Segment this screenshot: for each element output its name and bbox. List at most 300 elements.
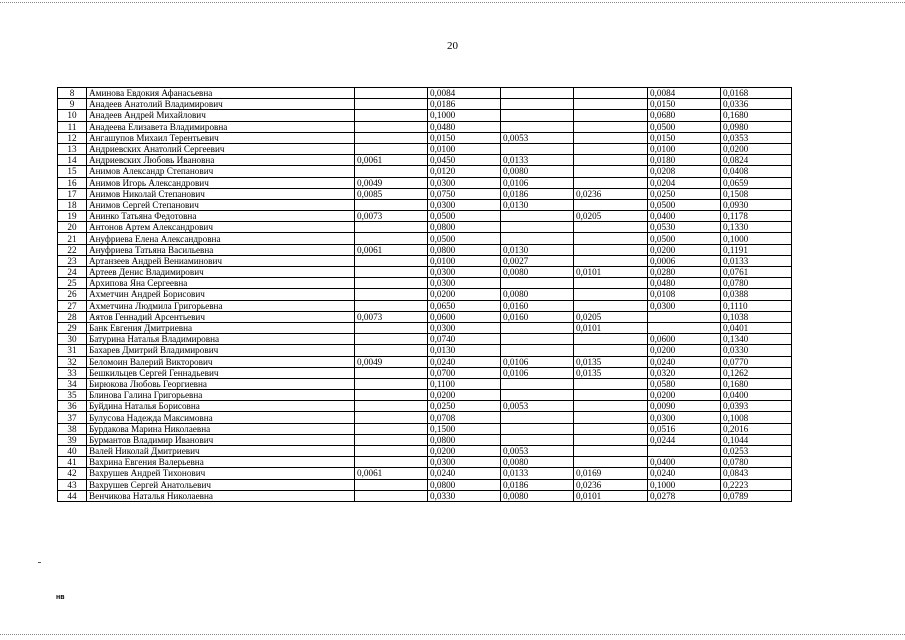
value-cell-2: 0,0200	[428, 446, 501, 457]
row-number-cell: 32	[58, 356, 87, 367]
value-cell-5: 0,0320	[648, 367, 721, 378]
value-cell-3: 0,0080	[501, 457, 574, 468]
value-cell-2: 0,0800	[428, 434, 501, 445]
total-cell: 0,0408	[721, 166, 792, 177]
name-cell: Антонов Артем Александрович	[87, 222, 355, 233]
value-cell-3	[501, 334, 574, 345]
value-cell-1: 0,0061	[355, 155, 428, 166]
total-cell: 0,1262	[721, 367, 792, 378]
value-cell-2: 0,0300	[428, 457, 501, 468]
value-cell-5: 0,0400	[648, 457, 721, 468]
value-cell-2: 0,0100	[428, 255, 501, 266]
name-cell: Ануфриева Елена Александровна	[87, 233, 355, 244]
value-cell-2: 0,0200	[428, 390, 501, 401]
value-cell-4	[574, 222, 648, 233]
value-cell-3	[501, 121, 574, 132]
name-cell: Артеев Денис Владимирович	[87, 267, 355, 278]
name-cell: Ануфриева Татьяна Васильевна	[87, 244, 355, 255]
value-cell-2: 0,0450	[428, 155, 501, 166]
table-row	[58, 278, 792, 289]
table-row	[58, 401, 792, 412]
value-cell-2: 0,0650	[428, 300, 501, 311]
total-cell: 0,1680	[721, 378, 792, 389]
value-cell-5: 0,0250	[648, 188, 721, 199]
row-number-cell: 37	[58, 412, 87, 423]
table-row	[58, 378, 792, 389]
value-cell-2: 0,0100	[428, 143, 501, 154]
row-number-cell: 23	[58, 255, 87, 266]
value-cell-1	[355, 132, 428, 143]
row-number-cell: 18	[58, 199, 87, 210]
value-cell-5: 0,0500	[648, 233, 721, 244]
value-cell-2: 0,0700	[428, 367, 501, 378]
row-number-cell: 30	[58, 334, 87, 345]
value-cell-3: 0,0160	[501, 311, 574, 322]
value-cell-4	[574, 457, 648, 468]
value-cell-4: 0,0101	[574, 490, 648, 501]
value-cell-1	[355, 490, 428, 501]
value-cell-2: 0,0740	[428, 334, 501, 345]
name-cell: Аятов Геннадий Арсентьевич	[87, 311, 355, 322]
value-cell-2: 0,0150	[428, 132, 501, 143]
name-cell: Анимов Николай Степанович	[87, 188, 355, 199]
total-cell: 0,0930	[721, 199, 792, 210]
table-row	[58, 367, 792, 378]
name-cell: Анадеев Андрей Михайлович	[87, 110, 355, 121]
value-cell-5: 0,0240	[648, 468, 721, 479]
table-row	[58, 334, 792, 345]
value-cell-5: 0,0180	[648, 155, 721, 166]
table-row	[58, 188, 792, 199]
row-number-cell: 22	[58, 244, 87, 255]
name-cell: Ахметчина Людмила Григорьевна	[87, 300, 355, 311]
value-cell-3	[501, 390, 574, 401]
value-cell-2: 0,0800	[428, 222, 501, 233]
value-cell-5: 0,0200	[648, 345, 721, 356]
value-cell-3	[501, 143, 574, 154]
value-cell-5: 0,0208	[648, 166, 721, 177]
value-cell-4	[574, 334, 648, 345]
value-cell-5: 0,0300	[648, 412, 721, 423]
value-cell-3: 0,0080	[501, 289, 574, 300]
value-cell-1	[355, 390, 428, 401]
value-cell-3	[501, 99, 574, 110]
total-cell: 0,0780	[721, 278, 792, 289]
name-cell: Буйдина Наталья Борисовна	[87, 401, 355, 412]
value-cell-3: 0,0106	[501, 367, 574, 378]
value-cell-1	[355, 345, 428, 356]
value-cell-1	[355, 367, 428, 378]
name-cell: Андриевских Любовь Ивановна	[87, 155, 355, 166]
total-cell: 0,0401	[721, 322, 792, 333]
table-row	[58, 143, 792, 154]
value-cell-1	[355, 121, 428, 132]
value-cell-3: 0,0053	[501, 446, 574, 457]
value-cell-1	[355, 412, 428, 423]
value-cell-4: 0,0101	[574, 322, 648, 333]
value-cell-2: 0,0120	[428, 166, 501, 177]
name-cell: Анадеев Анатолий Владимирович	[87, 99, 355, 110]
value-cell-4	[574, 88, 648, 99]
value-cell-3: 0,0106	[501, 356, 574, 367]
total-cell: 0,0168	[721, 88, 792, 99]
value-cell-3: 0,0160	[501, 300, 574, 311]
value-cell-1	[355, 334, 428, 345]
name-cell: Булусова Надежда Максимовна	[87, 412, 355, 423]
table-row	[58, 99, 792, 110]
value-cell-3: 0,0080	[501, 267, 574, 278]
name-cell: Бурдакова Марина Николаевна	[87, 423, 355, 434]
value-cell-3: 0,0186	[501, 479, 574, 490]
value-cell-4	[574, 412, 648, 423]
value-cell-3	[501, 412, 574, 423]
row-number-cell: 39	[58, 434, 87, 445]
value-cell-2: 0,0800	[428, 479, 501, 490]
value-cell-3	[501, 278, 574, 289]
value-cell-5	[648, 322, 721, 333]
name-cell: Вахрина Евгения Валерьевна	[87, 457, 355, 468]
value-cell-5: 0,0240	[648, 356, 721, 367]
value-cell-1	[355, 255, 428, 266]
value-cell-5	[648, 311, 721, 322]
value-cell-1	[355, 88, 428, 99]
row-number-cell: 36	[58, 401, 87, 412]
value-cell-1	[355, 143, 428, 154]
value-cell-5: 0,0244	[648, 434, 721, 445]
total-cell: 0,0770	[721, 356, 792, 367]
value-cell-4: 0,0236	[574, 188, 648, 199]
value-cell-3	[501, 233, 574, 244]
share-table	[57, 87, 792, 502]
value-cell-5: 0,0516	[648, 423, 721, 434]
page-number: 20	[447, 40, 458, 52]
name-cell: Анимов Сергей Степанович	[87, 199, 355, 210]
value-cell-2: 0,0708	[428, 412, 501, 423]
value-cell-4	[574, 434, 648, 445]
value-cell-2: 0,0240	[428, 468, 501, 479]
value-cell-3: 0,0053	[501, 132, 574, 143]
value-cell-3: 0,0186	[501, 188, 574, 199]
value-cell-4	[574, 110, 648, 121]
table-row	[58, 446, 792, 457]
value-cell-2: 0,1000	[428, 110, 501, 121]
table-row	[58, 267, 792, 278]
total-cell: 0,0789	[721, 490, 792, 501]
value-cell-4	[574, 255, 648, 266]
total-cell: 0,1508	[721, 188, 792, 199]
total-cell: 0,0843	[721, 468, 792, 479]
name-cell: Вахрушев Андрей Тихонович	[87, 468, 355, 479]
value-cell-3: 0,0130	[501, 199, 574, 210]
value-cell-5: 0,0084	[648, 88, 721, 99]
total-cell: 0,0330	[721, 345, 792, 356]
value-cell-5: 0,0278	[648, 490, 721, 501]
value-cell-5: 0,0150	[648, 99, 721, 110]
value-cell-5: 0,0500	[648, 121, 721, 132]
total-cell: 0,1191	[721, 244, 792, 255]
table-row	[58, 490, 792, 501]
value-cell-5: 0,0580	[648, 378, 721, 389]
value-cell-3	[501, 211, 574, 222]
value-cell-3	[501, 434, 574, 445]
value-cell-5: 0,0400	[648, 211, 721, 222]
name-cell: Беломоин Валерий Викторович	[87, 356, 355, 367]
value-cell-1: 0,0061	[355, 468, 428, 479]
value-cell-5: 0,0600	[648, 334, 721, 345]
row-number-cell: 33	[58, 367, 87, 378]
total-cell: 0,2016	[721, 423, 792, 434]
value-cell-4	[574, 99, 648, 110]
value-cell-1: 0,0049	[355, 177, 428, 188]
total-cell: 0,2223	[721, 479, 792, 490]
row-number-cell: 25	[58, 278, 87, 289]
value-cell-5: 0,0150	[648, 132, 721, 143]
value-cell-4	[574, 155, 648, 166]
value-cell-3: 0,0053	[501, 401, 574, 412]
value-cell-2: 0,0300	[428, 199, 501, 210]
value-cell-3: 0,0106	[501, 177, 574, 188]
total-cell: 0,1038	[721, 311, 792, 322]
value-cell-4	[574, 233, 648, 244]
value-cell-3: 0,0080	[501, 166, 574, 177]
value-cell-5: 0,0500	[648, 199, 721, 210]
row-number-cell: 20	[58, 222, 87, 233]
value-cell-2: 0,0300	[428, 177, 501, 188]
total-cell: 0,0253	[721, 446, 792, 457]
table-row	[58, 155, 792, 166]
row-number-cell: 34	[58, 378, 87, 389]
value-cell-1	[355, 110, 428, 121]
value-cell-3: 0,0130	[501, 244, 574, 255]
value-cell-5: 0,0280	[648, 267, 721, 278]
row-number-cell: 19	[58, 211, 87, 222]
table-row	[58, 88, 792, 99]
row-number-cell: 41	[58, 457, 87, 468]
total-cell: 0,0659	[721, 177, 792, 188]
row-number-cell: 42	[58, 468, 87, 479]
name-cell: Ангашупов Михаил Терентьевич	[87, 132, 355, 143]
name-cell: Бахарев Дмитрий Владимирович	[87, 345, 355, 356]
value-cell-4	[574, 401, 648, 412]
row-number-cell: 40	[58, 446, 87, 457]
value-cell-4: 0,0236	[574, 479, 648, 490]
value-cell-1: 0,0049	[355, 356, 428, 367]
total-cell: 0,0353	[721, 132, 792, 143]
value-cell-1	[355, 457, 428, 468]
value-cell-4	[574, 278, 648, 289]
footer-mark: нв	[56, 594, 65, 601]
value-cell-1	[355, 166, 428, 177]
row-number-cell: 9	[58, 99, 87, 110]
row-number-cell: 15	[58, 166, 87, 177]
value-cell-1	[355, 423, 428, 434]
total-cell: 0,0780	[721, 457, 792, 468]
table-row	[58, 356, 792, 367]
value-cell-2: 0,0480	[428, 121, 501, 132]
row-number-cell: 21	[58, 233, 87, 244]
table-row	[58, 110, 792, 121]
value-cell-3	[501, 345, 574, 356]
total-cell: 0,1008	[721, 412, 792, 423]
total-cell: 0,1110	[721, 300, 792, 311]
total-cell: 0,0133	[721, 255, 792, 266]
table-row	[58, 199, 792, 210]
value-cell-4	[574, 300, 648, 311]
value-cell-2: 0,0240	[428, 356, 501, 367]
value-cell-1	[355, 446, 428, 457]
name-cell: Анимов Александр Степанович	[87, 166, 355, 177]
value-cell-4	[574, 446, 648, 457]
name-cell: Аминова Евдокия Афанасьевна	[87, 88, 355, 99]
value-cell-4	[574, 166, 648, 177]
value-cell-5: 0,0204	[648, 177, 721, 188]
value-cell-2: 0,0200	[428, 289, 501, 300]
name-cell: Бешкильцев Сергей Геннадьевич	[87, 367, 355, 378]
name-cell: Анинко Татьяна Федотовна	[87, 211, 355, 222]
table-row	[58, 479, 792, 490]
value-cell-1	[355, 233, 428, 244]
value-cell-2: 0,0300	[428, 267, 501, 278]
total-cell: 0,0761	[721, 267, 792, 278]
value-cell-5: 0,1000	[648, 479, 721, 490]
table-row	[58, 177, 792, 188]
value-cell-1	[355, 300, 428, 311]
name-cell: Артанзеев Андрей Вениаминович	[87, 255, 355, 266]
table-row	[58, 255, 792, 266]
value-cell-4	[574, 244, 648, 255]
value-cell-3: 0,0027	[501, 255, 574, 266]
value-cell-4	[574, 143, 648, 154]
value-cell-2: 0,0300	[428, 322, 501, 333]
name-cell: Андриевских Анатолий Сергеевич	[87, 143, 355, 154]
value-cell-2: 0,0500	[428, 211, 501, 222]
name-cell: Блинова Галина Григорьевна	[87, 390, 355, 401]
value-cell-2: 0,1500	[428, 423, 501, 434]
value-cell-4	[574, 199, 648, 210]
total-cell: 0,1340	[721, 334, 792, 345]
value-cell-4: 0,0205	[574, 311, 648, 322]
total-cell: 0,1044	[721, 434, 792, 445]
value-cell-5: 0,0200	[648, 244, 721, 255]
value-cell-3: 0,0133	[501, 468, 574, 479]
value-cell-4	[574, 378, 648, 389]
value-cell-5: 0,0300	[648, 300, 721, 311]
value-cell-4	[574, 390, 648, 401]
value-cell-2: 0,0130	[428, 345, 501, 356]
margin-mark	[38, 562, 41, 563]
value-cell-2: 0,0800	[428, 244, 501, 255]
row-number-cell: 17	[58, 188, 87, 199]
table-row	[58, 423, 792, 434]
row-number-cell: 26	[58, 289, 87, 300]
table-body	[58, 88, 792, 502]
value-cell-2: 0,0500	[428, 233, 501, 244]
value-cell-3	[501, 88, 574, 99]
value-cell-2: 0,1100	[428, 378, 501, 389]
value-cell-1: 0,0085	[355, 188, 428, 199]
value-cell-1	[355, 322, 428, 333]
value-cell-3	[501, 222, 574, 233]
scan-top-edge	[0, 2, 905, 3]
value-cell-5: 0,0680	[648, 110, 721, 121]
value-cell-1	[355, 267, 428, 278]
table-row	[58, 132, 792, 143]
table-row	[58, 412, 792, 423]
name-cell: Бирюкова Любовь Георгиевна	[87, 378, 355, 389]
value-cell-4: 0,0205	[574, 211, 648, 222]
table-row	[58, 300, 792, 311]
name-cell: Банк Евгения Дмитриевна	[87, 322, 355, 333]
row-number-cell: 10	[58, 110, 87, 121]
name-cell: Ахметчин Андрей Борисович	[87, 289, 355, 300]
value-cell-5: 0,0480	[648, 278, 721, 289]
total-cell: 0,0388	[721, 289, 792, 300]
value-cell-3	[501, 378, 574, 389]
row-number-cell: 12	[58, 132, 87, 143]
table-row	[58, 434, 792, 445]
table-row	[58, 311, 792, 322]
value-cell-3: 0,0080	[501, 490, 574, 501]
value-cell-1	[355, 378, 428, 389]
value-cell-3	[501, 423, 574, 434]
value-cell-5	[648, 446, 721, 457]
row-number-cell: 43	[58, 479, 87, 490]
name-cell: Архипова Яна Сергеевна	[87, 278, 355, 289]
name-cell: Валей Николай Дмитриевич	[87, 446, 355, 457]
value-cell-5: 0,0090	[648, 401, 721, 412]
total-cell: 0,1000	[721, 233, 792, 244]
name-cell: Анимов Игорь Александрович	[87, 177, 355, 188]
value-cell-1	[355, 479, 428, 490]
row-number-cell: 35	[58, 390, 87, 401]
value-cell-2: 0,0600	[428, 311, 501, 322]
row-number-cell: 8	[58, 88, 87, 99]
value-cell-4	[574, 345, 648, 356]
value-cell-1: 0,0073	[355, 311, 428, 322]
name-cell: Бурмантов Владимир Иванович	[87, 434, 355, 445]
value-cell-2: 0,0186	[428, 99, 501, 110]
value-cell-2: 0,0250	[428, 401, 501, 412]
value-cell-5: 0,0006	[648, 255, 721, 266]
row-number-cell: 24	[58, 267, 87, 278]
row-number-cell: 27	[58, 300, 87, 311]
total-cell: 0,0400	[721, 390, 792, 401]
total-cell: 0,1330	[721, 222, 792, 233]
total-cell: 0,1178	[721, 211, 792, 222]
value-cell-4	[574, 121, 648, 132]
value-cell-4	[574, 132, 648, 143]
total-cell: 0,0200	[721, 143, 792, 154]
value-cell-1: 0,0073	[355, 211, 428, 222]
value-cell-4: 0,0135	[574, 367, 648, 378]
value-cell-5: 0,0530	[648, 222, 721, 233]
table-row	[58, 468, 792, 479]
table-row	[58, 289, 792, 300]
value-cell-1	[355, 222, 428, 233]
row-number-cell: 11	[58, 121, 87, 132]
table-row	[58, 211, 792, 222]
row-number-cell: 38	[58, 423, 87, 434]
value-cell-1	[355, 434, 428, 445]
total-cell: 0,0393	[721, 401, 792, 412]
total-cell: 0,0336	[721, 99, 792, 110]
scan-bottom-edge	[0, 634, 905, 635]
table-row	[58, 222, 792, 233]
table-row	[58, 457, 792, 468]
total-cell: 0,1680	[721, 110, 792, 121]
table-row	[58, 244, 792, 255]
value-cell-1	[355, 289, 428, 300]
